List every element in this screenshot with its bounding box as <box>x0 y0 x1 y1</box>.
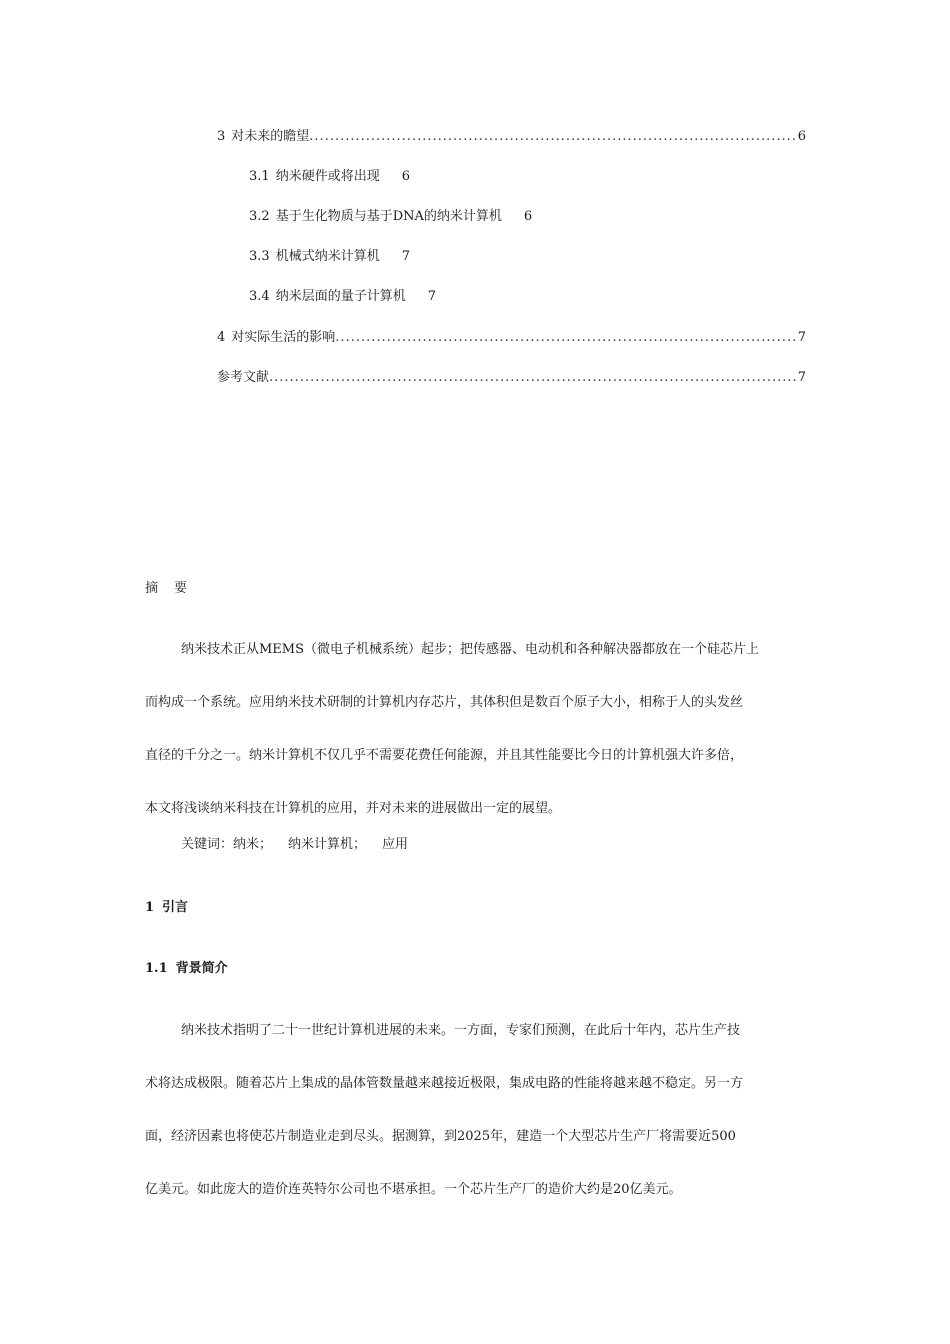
toc-entry[interactable] <box>249 288 436 306</box>
toc-entry[interactable] <box>249 168 410 186</box>
toc-entry[interactable] <box>249 248 410 266</box>
toc-entry-page: 7 <box>401 249 410 264</box>
abstract-line: 直径的千分之一。纳米计算机不仅几乎不需要花费任何能源，并且其性能要比今日的计算机强大许多倍， <box>145 748 744 763</box>
toc-entry-number: 3.4 <box>249 289 270 304</box>
toc-entry-page: 7 <box>427 289 436 304</box>
toc-entry-title <box>217 329 335 347</box>
toc-entry-label: 对未来的瞻望 <box>231 129 310 144</box>
toc-entry-number: 3.2 <box>249 209 270 224</box>
toc-entry-number: 3.1 <box>249 169 270 184</box>
toc-entry-page: 7 <box>797 370 806 385</box>
toc-dot-leader <box>269 369 798 387</box>
body-line: 术将达成极限。随着芯片上集成的晶体管数量越来越接近极限，集成电路的性能将越来越不稳定。另一方 <box>145 1076 744 1091</box>
toc-entry-page: 6 <box>523 209 533 224</box>
toc-entry[interactable] <box>249 208 532 226</box>
body-line: 面，经济因素也将使芯片制造业走到尽头。据测算，到2025年，建造一个大型芯片生产厂将需要近500 <box>145 1129 736 1144</box>
abstract-line: 本文将浅谈纳米科技在计算机的应用，并对未来的进展做出一定的展望。 <box>145 801 562 816</box>
toc-dot-leader <box>309 128 797 146</box>
section-title: 引言 <box>162 900 189 915</box>
body-line: 亿美元。如此庞大的造价连英特尔公司也不堪承担。一个芯片生产厂的造价大约是20亿美元。 <box>145 1182 682 1197</box>
section-number: 1 <box>145 900 155 915</box>
toc-entry-page: 6 <box>401 169 410 184</box>
abstract-paragraph <box>145 623 807 835</box>
toc-entry[interactable] <box>217 369 806 387</box>
abstract-heading: 摘要 <box>145 581 204 596</box>
toc-entry[interactable] <box>217 329 806 347</box>
keyword: 纳米； <box>233 837 273 852</box>
keywords-label: 关键词： <box>181 837 234 852</box>
toc-entry-number: 3.3 <box>249 249 270 264</box>
keyword: 纳米计算机； <box>288 837 367 852</box>
toc-dot-leader <box>335 329 797 347</box>
toc-entry-title <box>217 369 269 387</box>
subsection-number: 1.1 <box>145 961 168 976</box>
section-heading <box>145 899 188 917</box>
toc-entry-number: 4 <box>217 330 226 345</box>
toc-entry-label: 纳米硬件或将出现 <box>275 169 380 184</box>
toc-entry-label: 基于生化物质与基于DNA的纳米计算机 <box>275 209 502 224</box>
toc-entry[interactable] <box>217 128 806 146</box>
toc-entry-label: 对实际生活的影响 <box>231 330 336 345</box>
toc-entry-number: 3 <box>217 129 226 144</box>
toc-entry-title <box>217 128 309 146</box>
keywords-line <box>181 836 424 854</box>
toc-entry-page: 6 <box>797 129 806 144</box>
abstract-line: 而构成一个系统。应用纳米技术研制的计算机内存芯片，其体积但是数百个原子大小，相称于人的头发丝 <box>145 695 744 710</box>
toc-entry-label: 纳米层面的量子计算机 <box>275 289 406 304</box>
keyword: 应用 <box>382 837 409 852</box>
subsection-heading <box>145 960 228 978</box>
subsection-title: 背景简介 <box>175 961 228 976</box>
abstract-line: 纳米技术正从MEMS（微电子机械系统）起步；把传感器、电动机和各种解决器都放在一个硅芯片上 <box>181 642 760 657</box>
toc-entry-label: 机械式纳米计算机 <box>275 249 380 264</box>
body-paragraph <box>145 1004 807 1216</box>
toc-entry-label: 参考文献 <box>217 370 270 385</box>
toc-entry-page: 7 <box>797 330 806 345</box>
body-line: 纳米技术指明了二十一世纪计算机进展的未来。一方面，专家们预测，在此后十年内，芯片生产技 <box>181 1023 741 1038</box>
